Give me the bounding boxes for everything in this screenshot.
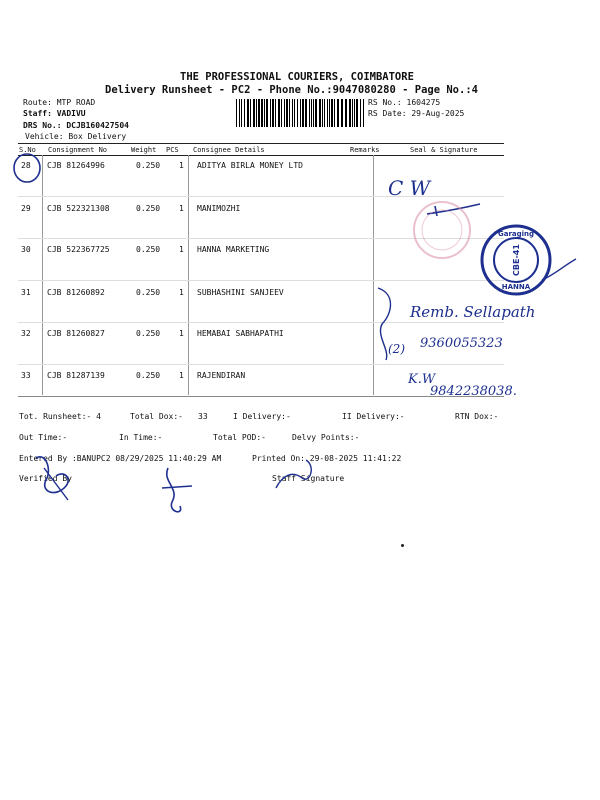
handwritten-cw: C W — [388, 176, 431, 200]
rs-date: RS Date: 29-Aug-2025 — [368, 109, 465, 118]
barcode-bar — [352, 99, 353, 127]
barcode-bar — [286, 99, 288, 127]
ink-flourish-icon — [540, 255, 580, 285]
col-pcs: PCS — [166, 146, 179, 154]
faint-stamp-icon — [410, 198, 474, 262]
barcode-bar — [331, 99, 333, 127]
barcode-bar — [345, 99, 347, 127]
barcode-bar — [241, 99, 242, 127]
row-consignee: ADITYA BIRLA MONEY LTD — [197, 161, 303, 170]
header-top-rule — [18, 143, 504, 144]
barcode-bar — [281, 99, 282, 127]
col-sno: S.No — [19, 146, 36, 154]
barcode-bar — [266, 99, 268, 127]
barcode-bar — [261, 99, 263, 127]
barcode-bar — [264, 99, 265, 127]
barcode-bar — [278, 99, 280, 127]
row-sno: 32 — [21, 329, 31, 338]
barcode-bar — [337, 99, 339, 127]
barcode-bar — [356, 99, 358, 127]
total-pod: Total POD:- — [213, 433, 266, 442]
barcode-bar — [250, 99, 251, 127]
row-pcs: 1 — [179, 161, 184, 170]
row-consignment: CJB 81260827 — [47, 329, 105, 338]
barcode-bar — [239, 99, 240, 127]
barcode-bar — [284, 99, 285, 127]
in-time: In Time:- — [119, 433, 163, 442]
row-weight: 0.250 — [136, 329, 161, 338]
col-weight: Weight — [131, 146, 157, 154]
route: Route: MTP ROAD — [23, 98, 96, 107]
barcode-bar — [334, 99, 335, 127]
row-separator — [18, 364, 504, 365]
ii-delivery: II Delivery:- — [342, 412, 405, 421]
total-dox-label: Total Dox:- — [130, 412, 183, 421]
rs-number: RS No.: 1604275 — [368, 98, 441, 107]
rtn-dox: RTN Dox:- — [455, 412, 499, 421]
row-sno: 29 — [21, 204, 31, 213]
stamp-bottom-text: HANNA — [501, 283, 531, 291]
row-consignee: HANNA MARKETING — [197, 245, 270, 254]
barcode-bar — [289, 99, 290, 127]
divider — [188, 155, 189, 395]
barcode-bar — [324, 99, 325, 127]
barcode — [236, 99, 364, 127]
barcode-bar — [275, 99, 276, 127]
barcode-bar — [305, 99, 307, 127]
row-sno: 30 — [21, 245, 31, 254]
vehicle: Vehicle: Box Delivery — [25, 132, 127, 141]
barcode-bar — [329, 99, 330, 127]
handwritten-kw: K.W — [408, 372, 436, 387]
col-remarks: Remarks — [350, 146, 380, 154]
row-consignment: CJB 522321308 — [47, 204, 110, 213]
stamp-center-text: CBE-41 — [512, 244, 521, 276]
handwritten-phone-1: 9360055323 — [420, 336, 503, 351]
barcode-bar — [313, 99, 314, 127]
barcode-bar — [319, 99, 321, 127]
signature-entered-icon — [26, 450, 86, 510]
row-consignment: CJB 81287139 — [47, 371, 105, 380]
barcode-bar — [327, 99, 328, 127]
row-weight: 0.250 — [136, 371, 161, 380]
row-consignee: RAJENDIRAN — [197, 371, 246, 380]
barcode-bar — [360, 99, 361, 127]
col-consignee: Consignee Details — [193, 146, 265, 154]
row-weight: 0.250 — [136, 204, 161, 213]
total-dox-value: 33 — [198, 412, 208, 421]
barcode-bar — [256, 99, 257, 127]
circle-mark-icon — [10, 151, 44, 185]
barcode-bar — [354, 99, 355, 127]
runsheet-subtitle: Delivery Runsheet - PC2 - Phone No.:9047080280 - Page No.:4 — [105, 84, 478, 96]
barcode-bar — [302, 99, 304, 127]
row-separator — [18, 322, 504, 323]
barcode-bar — [292, 99, 293, 127]
barcode-bar — [247, 99, 249, 127]
barcode-bar — [294, 99, 295, 127]
row-consignment: CJB 81264996 — [47, 161, 105, 170]
barcode-bar — [270, 99, 271, 127]
row-separator — [18, 196, 504, 197]
row-consignee: MANIMOZHI — [197, 204, 241, 213]
row-sno: 28 — [21, 161, 31, 170]
delvy-points: Delvy Points:- — [292, 433, 360, 442]
barcode-bar — [258, 99, 260, 127]
barcode-bar — [322, 99, 323, 127]
staff-signature-label: Staff Signature — [272, 474, 345, 483]
printed-on: Printed On: 29-08-2025 11:41:22 — [252, 454, 402, 463]
barcode-bar — [297, 99, 298, 127]
verified-by: Verified By — [19, 474, 72, 483]
row-sno: 33 — [21, 371, 31, 380]
row-separator — [18, 280, 504, 281]
signature-verified-icon — [158, 462, 198, 522]
barcode-bar — [253, 99, 255, 127]
barcode-bar — [309, 99, 310, 127]
staff: Staff: VADIVU — [23, 109, 86, 118]
tot-runsheet: Tot. Runsheet:- 4 — [19, 412, 101, 421]
barcode-bar — [363, 99, 364, 127]
row-sno: 31 — [21, 288, 31, 297]
out-time: Out Time:- — [19, 433, 68, 442]
barcode-bar — [300, 99, 301, 127]
barcode-bar — [349, 99, 351, 127]
row-consignee: HEMABAI SABHAPATHI — [197, 329, 284, 338]
i-delivery: I Delivery:- — [233, 412, 291, 421]
handwritten-phone-2: 9842238038. — [430, 384, 517, 399]
row-pcs: 1 — [179, 204, 184, 213]
barcode-bar — [311, 99, 312, 127]
barcode-bar — [341, 99, 343, 127]
col-seal-signature: Seal & Signature — [410, 146, 478, 154]
barcode-bar — [236, 99, 237, 127]
col-consignment: Consignment No — [48, 146, 108, 154]
handwritten-circled-2: (2) — [388, 342, 405, 356]
divider — [42, 155, 43, 395]
signature-staff-icon — [272, 456, 322, 496]
row-pcs: 1 — [179, 288, 184, 297]
drs-number: DRS No.: DCJB160427504 — [23, 121, 129, 130]
handwritten-name: Remb. Sellapath — [410, 303, 536, 321]
row-consignment: CJB 522367725 — [47, 245, 110, 254]
row-pcs: 1 — [179, 371, 184, 380]
header-bottom-rule — [18, 155, 504, 156]
row-pcs: 1 — [179, 329, 184, 338]
row-weight: 0.250 — [136, 245, 161, 254]
row-weight: 0.250 — [136, 161, 161, 170]
row-pcs: 1 — [179, 245, 184, 254]
barcode-bar — [315, 99, 317, 127]
row-consignee: SUBHASHINI SANJEEV — [197, 288, 284, 297]
company-title: THE PROFESSIONAL COURIERS, COIMBATORE — [180, 71, 414, 83]
speck — [401, 544, 404, 547]
entered-by: Entered By :BANUPC2 08/29/2025 11:40:29 AM — [19, 454, 222, 463]
barcode-bar — [272, 99, 274, 127]
row-consignment: CJB 81260892 — [47, 288, 105, 297]
stamp-top-text: Garaging — [497, 230, 535, 238]
row-weight: 0.250 — [136, 288, 161, 297]
barcode-bar — [244, 99, 245, 127]
